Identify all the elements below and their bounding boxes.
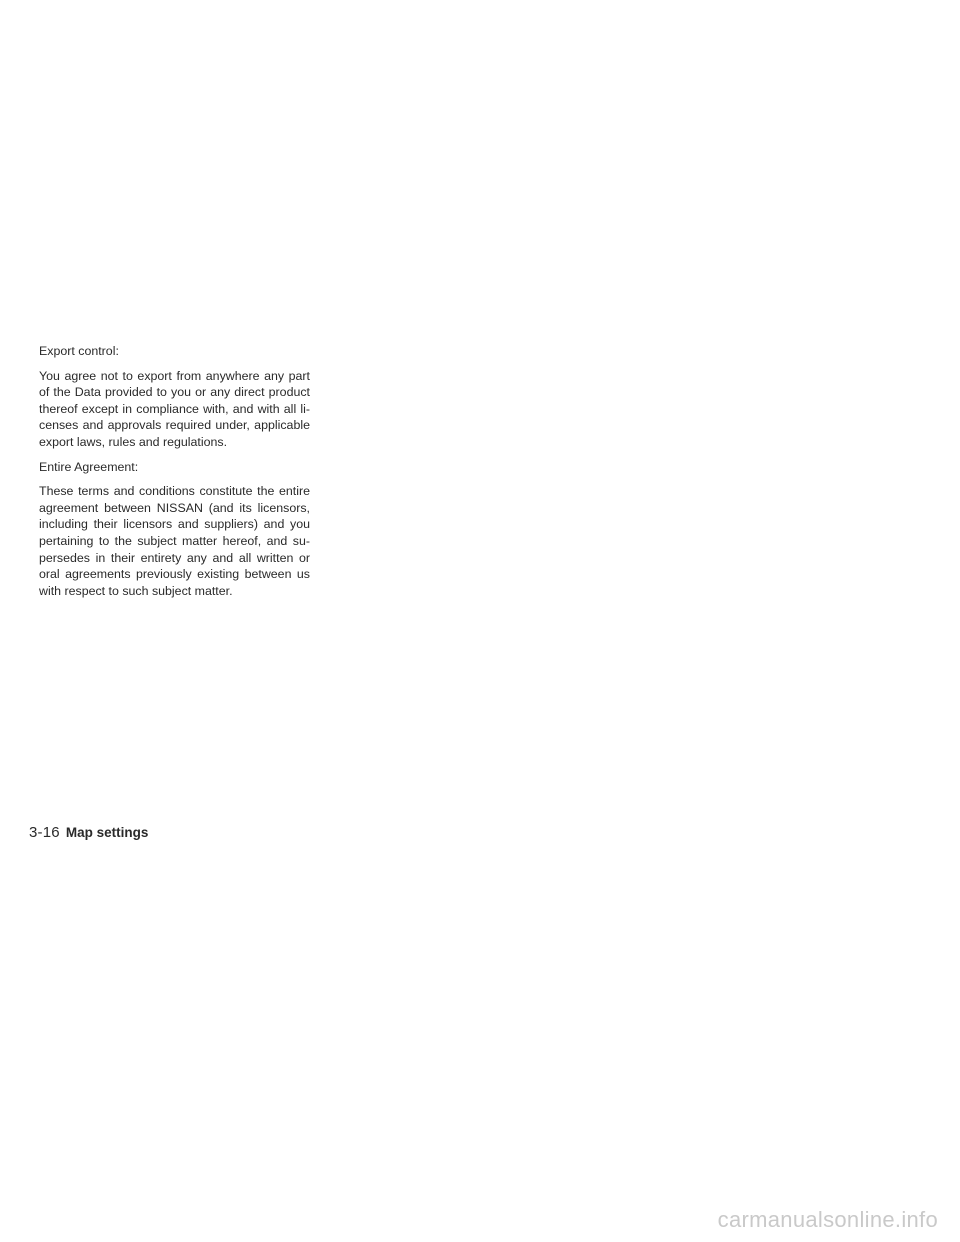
entire-agreement-heading: Entire Agreement:: [39, 459, 139, 474]
page-footer: [29, 824, 148, 842]
body-text-column: [39, 343, 310, 607]
site-watermark: carmanualsonline.info: [717, 1207, 938, 1232]
page-number: 3-16: [29, 824, 60, 841]
entire-agreement-paragraph: These terms and conditions constitute the entire agreement between NISSAN (and its licensors, including their licensors and suppliers) and you pertaining to the subject matter hereof, and su- persedes in their entirety any and all written or oral agreements previously existing between us with respect to such subject matter.: [39, 484, 310, 598]
export-control-heading: Export control:: [39, 344, 119, 358]
export-control-paragraph: You agree not to export from anywhere any part of the Data provided to you or any direct product thereof except in compliance with, and with all li- censes and approvals required under, applicable export laws, rules and regulations.: [39, 368, 310, 449]
section-title: Map settings: [65, 825, 149, 840]
